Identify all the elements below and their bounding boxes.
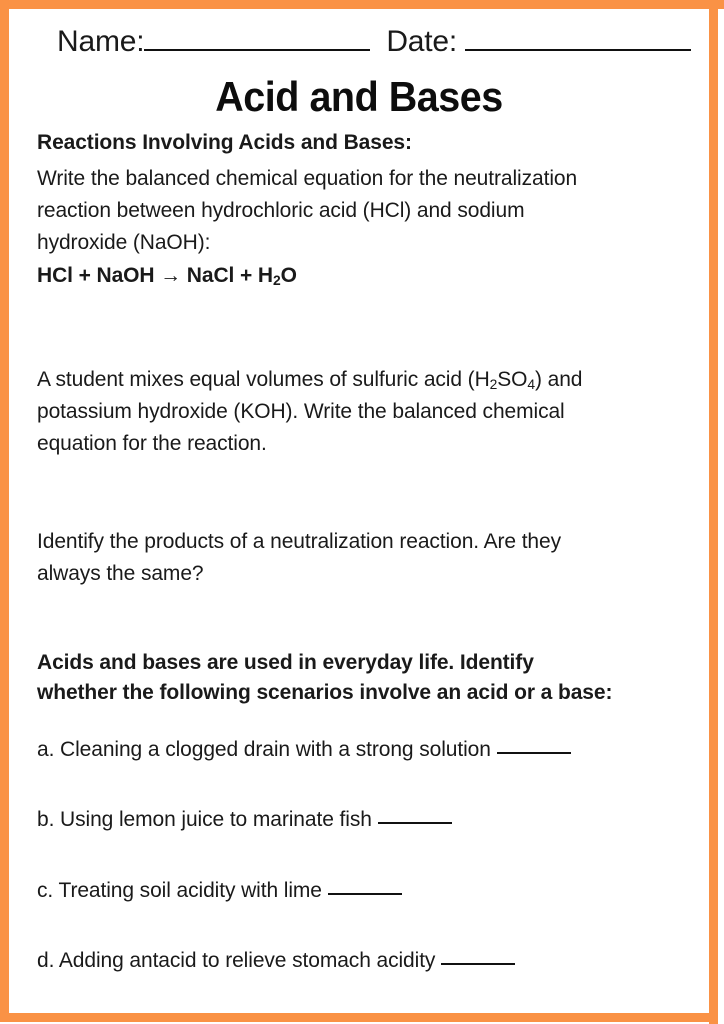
- list-item: [37, 946, 685, 975]
- scenario-item-c-text: c. Treating soil acidity with lime: [37, 878, 322, 902]
- question-2-line-3: equation for the reaction.: [37, 432, 267, 456]
- list-item: [37, 876, 685, 905]
- scenario-item-d-blank[interactable]: [441, 963, 515, 965]
- question-2-prompt: [37, 364, 685, 460]
- question-1-answer-space[interactable]: [37, 290, 685, 364]
- name-input-line[interactable]: [144, 49, 370, 51]
- scenario-item-a-text: a. Cleaning a clogged drain with a strong solution: [37, 737, 491, 761]
- question-2-line-1c: ) and: [535, 368, 583, 392]
- equation-part-2: O: [280, 264, 297, 288]
- section-heading-reactions: Reactions Involving Acids and Bases:: [37, 131, 412, 154]
- name-label: Name:: [57, 25, 145, 58]
- list-item: [37, 735, 685, 764]
- question-1-line-3: hydroxide (NaOH):: [37, 231, 211, 255]
- question-1-line-1: Write the balanced chemical equation for the neutralization: [37, 167, 578, 191]
- scenario-item-b-blank[interactable]: [378, 822, 452, 824]
- scenarios-heading: [37, 648, 685, 709]
- date-input-line[interactable]: [465, 49, 691, 51]
- sulfuric-subscript-2: 2: [489, 376, 498, 393]
- worksheet-sheet: [9, 9, 709, 1013]
- equation-part-1: HCl + NaOH → NaCl + H: [37, 264, 273, 288]
- question-3-prompt: [37, 526, 685, 590]
- scenario-list: [37, 735, 685, 976]
- decorative-border-bottom: [0, 1013, 712, 1022]
- question-3-answer-space[interactable]: [37, 590, 685, 648]
- question-2-answer-space[interactable]: [37, 460, 685, 526]
- decorative-border-top: [6, 0, 724, 9]
- scenario-item-b-text: b. Using lemon juice to marinate fish: [37, 808, 372, 832]
- list-item: [37, 805, 685, 834]
- scenario-item-a-blank[interactable]: [497, 752, 571, 754]
- question-3-line-1: Identify the products of a neutralization reaction. Are they: [37, 530, 561, 554]
- question-2-line-2: potassium hydroxide (KOH). Write the balanced chemical: [37, 400, 565, 424]
- question-1-equation: [37, 261, 685, 290]
- decorative-border-left: [0, 0, 9, 1018]
- question-1-prompt: [37, 163, 685, 259]
- date-label: Date:: [386, 25, 458, 58]
- scenario-item-d-text: d. Adding antacid to relieve stomach acidity: [37, 949, 436, 973]
- page-title: Acid and Bases: [215, 73, 503, 120]
- sulfuric-subscript-4: 4: [527, 376, 536, 393]
- scenario-item-c-blank[interactable]: [328, 893, 402, 895]
- scenarios-heading-line-2: whether the following scenarios involve an acid or a base:: [37, 681, 613, 705]
- name-date-row: [57, 25, 691, 59]
- question-1-line-2: reaction between hydrochloric acid (HCl) and sodium: [37, 199, 525, 223]
- decorative-border-right: [709, 4, 718, 1024]
- equation-subscript: 2: [272, 272, 281, 289]
- worksheet-content: [37, 129, 685, 975]
- question-2-line-1a: A student mixes equal volumes of sulfuric acid (H: [37, 368, 490, 392]
- question-2-line-1b: SO: [497, 368, 528, 392]
- scenarios-heading-line-1: Acids and bases are used in everyday life. Identify: [37, 650, 534, 674]
- question-3-line-2: always the same?: [37, 562, 204, 586]
